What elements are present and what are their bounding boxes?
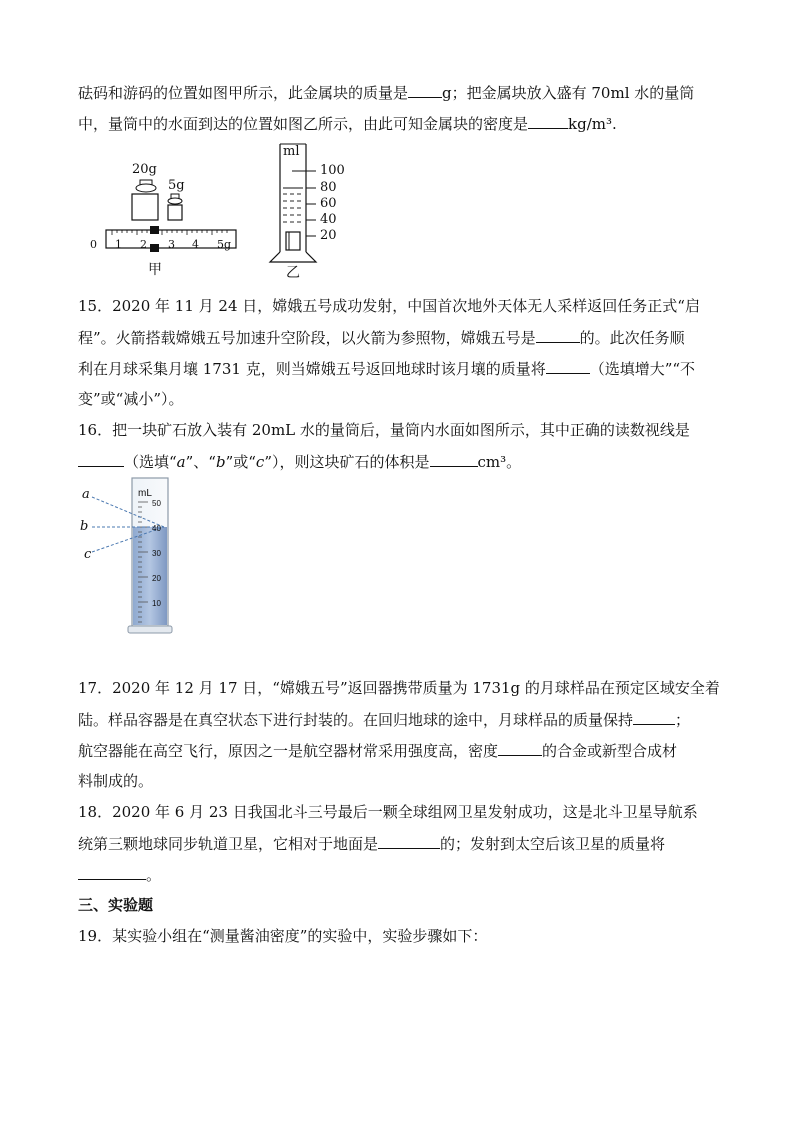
q17-line-3: 航空器能在高空飞行，原因之一是航空器材常采用强度高，密度 的合金或新型合成材 (78, 742, 678, 760)
q14-line-1: 砝码和游码的位置如图甲所示，此金属块的质量是 g；把金属块放入盛有 70ml 水的量筒 (78, 84, 695, 102)
q17-line-4: 料制成的。 (78, 772, 154, 790)
answer-blank[interactable] (546, 358, 590, 374)
figure-caption-yi: 乙 (286, 265, 300, 281)
cylinder-unit-ml: ml (283, 144, 300, 159)
scale-label-2: 2 (140, 238, 147, 251)
cyl-tick-50: 50 (152, 499, 161, 508)
q17-line-1: 17．2020 年 12 月 17 日，“嫦娥五号”返回器携带质量为 1731g 的月球样品在预定区域安全着 (78, 679, 720, 697)
answer-blank[interactable] (633, 709, 675, 725)
cylinder-tick-20: 20 (320, 228, 337, 243)
metal-block (286, 232, 300, 250)
cyl-tick-30: 30 (152, 549, 161, 558)
weight-5g-label: 5g (168, 178, 185, 193)
scale-label-4: 4 (192, 238, 199, 251)
q18-line-2: 统第三颗地球同步轨道卫星，它相对于地面是 的；发射到太空后该卫星的质量将 (78, 835, 666, 853)
cylinder-tick-60: 60 (320, 196, 337, 211)
cylinder-base (270, 252, 316, 262)
q19-line-1: 19．某实验小组在“测量酱油密度”的实验中，实验步骤如下： (78, 927, 488, 945)
weight-20g-label: 20g (132, 162, 157, 177)
weight-5g-neck (168, 198, 182, 204)
answer-blank[interactable] (408, 82, 442, 98)
sight-label-c: c (84, 547, 92, 562)
rider-bottom (150, 244, 159, 252)
sightline-drawing (78, 470, 188, 640)
q16-line-2: （选填“a”、“b”或“c”），则这块矿石的体积是 cm³。 (78, 451, 521, 472)
scale-label-3: 3 (168, 238, 175, 251)
scale-label-5g: 5g (217, 238, 232, 251)
weight-20g-body (132, 194, 158, 220)
cylinder-ticks (292, 171, 316, 236)
balance-drawing (100, 158, 250, 283)
q18-line-3: 。 (78, 864, 161, 885)
sight-label-b: b (80, 519, 89, 534)
cylinder-tick-80: 80 (320, 180, 337, 195)
q15-line-1: 15．2020 年 11 月 24 日，嫦娥五号成功发射，中国首次地外天体无人采样返回任务正式“启 (78, 297, 700, 315)
q15-line-2: 程”。火箭搭载嫦娥五号加速升空阶段，以火箭为参照物，嫦娥五号是 的。此次任务顺 (78, 329, 685, 347)
cylinder-tick-100: 100 (320, 163, 345, 178)
weight-5g-body (168, 205, 182, 220)
q17-line-2: 陆。样品容器是在真空状态下进行封装的。在回归地球的途中，月球样品的质量保持 ； (78, 711, 691, 729)
answer-blank[interactable] (536, 327, 580, 343)
cylinder-foot (128, 626, 172, 633)
scale-label-0: 0 (90, 238, 97, 251)
cylinder-tick-40: 40 (320, 212, 337, 227)
answer-blank[interactable] (78, 451, 124, 467)
answer-blank[interactable] (378, 833, 440, 849)
cyl-tick-10: 10 (152, 599, 161, 608)
weight-20g-neck (136, 184, 156, 192)
cylinder-drawing (262, 140, 372, 282)
rider-top (150, 226, 159, 234)
sight-label-a: a (82, 487, 90, 502)
figure-balance (90, 158, 250, 283)
water-dashes (283, 188, 303, 222)
cyl-tick-40: 40 (152, 524, 161, 533)
answer-blank[interactable] (430, 451, 478, 467)
answer-blank[interactable] (528, 113, 568, 129)
figure-caption-jia: 甲 (148, 262, 162, 278)
section-title: 三、实验题 (78, 896, 154, 914)
scale-label-1: 1 (115, 238, 122, 251)
answer-blank[interactable] (498, 740, 542, 756)
q14-line-2: 中，量筒中的水面到达的位置如图乙所示，由此可知金属块的密度是 kg/m³. (78, 115, 617, 133)
q18-line-1: 18．2020 年 6 月 23 日我国北斗三号最后一颗全球组网卫星发射成功，这是北斗卫星导航系 (78, 803, 698, 821)
cyl-tick-20: 20 (152, 574, 161, 583)
cylinder-unit-mL: mL (138, 488, 152, 499)
figure-measuring-cylinder-ml (262, 140, 372, 282)
q15-line-4: 变”或“减小”）。 (78, 390, 184, 408)
q15-line-3: 利在月球采集月壤 1731 克，则当嫦娥五号返回地球时该月壤的质量将 （选填增大”“不 (78, 360, 696, 378)
figure-measuring-cylinder-sightlines (78, 470, 188, 640)
answer-blank[interactable] (78, 864, 146, 880)
q16-line-1: 16．把一块矿石放入装有 20mL 水的量筒后，量筒内水面如图所示，其中正确的读数视线是 (78, 421, 690, 439)
